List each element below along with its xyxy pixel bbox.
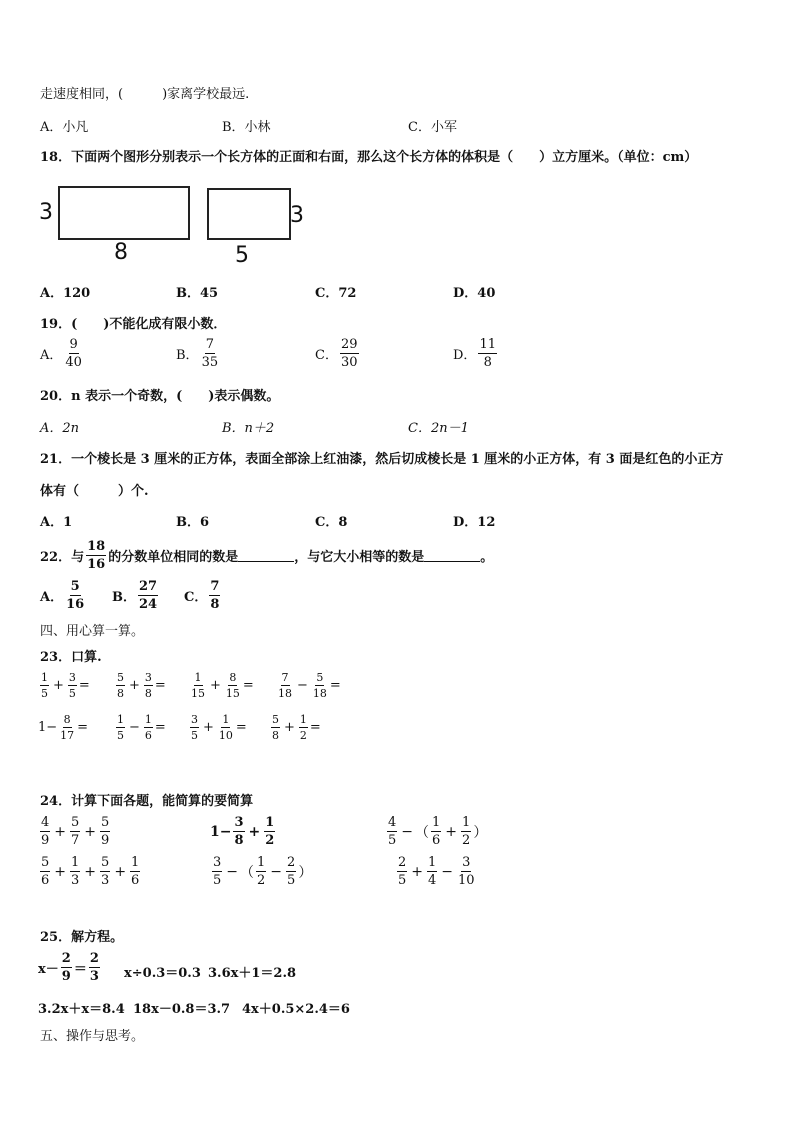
q21-option-c: C．8 [315, 515, 348, 530]
q25-stem: 25．解方程。 [40, 930, 124, 945]
q20-option-c: C．2n－1 [408, 421, 469, 436]
q25-equation-1: x－ $\frac{2}{9}$ ＝ $\frac{2}{3}$ [38, 951, 99, 984]
q25-equation-4: 3.2x＋x＝8.4 [38, 1002, 125, 1017]
fraction: $\frac{18}{16}$ [87, 539, 106, 572]
q17-tail: 走速度相同，( )家离学校最远. [40, 87, 250, 102]
right-width-label: 5 [235, 243, 249, 268]
q24-stem: 24．计算下面各题，能简算的要简算 [40, 794, 254, 809]
answer-blank[interactable] [238, 549, 294, 562]
q23-item: $\frac{5}{8}$ + $\frac{3}{8}$ = [117, 671, 166, 700]
front-height-label: 3 [39, 200, 53, 225]
right-height-label: 3 [290, 203, 304, 228]
q22-option-b: B． $\frac{27}{24}$ [112, 579, 158, 612]
q20-option-b: B．n＋2 [222, 421, 275, 436]
q21-option-b: B．6 [176, 515, 210, 530]
q24-item: $\frac{3}{5}$ − （ $\frac{1}{2}$ − $\frac{2}{5}$ ） [213, 855, 313, 888]
fraction: $\frac{7}{35}$ [201, 337, 219, 370]
q18-option-a: A．120 [40, 286, 91, 301]
q24-item: 1− $\frac{3}{8}$ + $\frac{1}{2}$ [210, 815, 275, 848]
q24-item: $\frac{2}{5}$ + $\frac{1}{4}$ − $\frac{3}{10}$ [398, 855, 475, 888]
q22-option-c: C． $\frac{7}{8}$ [184, 579, 220, 612]
fraction: $\frac{29}{30}$ [340, 337, 358, 370]
q19-option-c: C． $\frac{29}{30}$ [315, 337, 358, 370]
q21-stem-line2: 体有（ ）个. [40, 484, 149, 499]
q21-option-d: D．12 [453, 515, 496, 530]
q19-stem: 19．( )不能化成有限小数． [40, 317, 227, 332]
q18-option-d: D．40 [453, 286, 496, 301]
fraction: $\frac{9}{40}$ [65, 337, 82, 370]
q25-equation-2: x÷0.3＝0.3 [124, 966, 201, 981]
fraction: $\frac{27}{24}$ [139, 579, 158, 612]
q23-item: $\frac{1}{15}$ + $\frac{8}{15}$ = [191, 671, 254, 700]
q19-option-a: A． $\frac{9}{40}$ [40, 337, 82, 370]
q23-item: 1− $\frac{8}{17}$ = [38, 713, 89, 742]
section-5-heading: 五、操作与思考。 [40, 1029, 145, 1044]
q17-option-a: A．小凡 [40, 120, 89, 135]
q19-option-d: D． $\frac{11}{8}$ [453, 337, 496, 370]
right-face-rectangle [207, 188, 291, 240]
q18-stem: 18．下面两个图形分别表示一个长方体的正面和右面，那么这个长方体的体积是（ ）立方厘米。（单位：cm） [40, 150, 698, 165]
section-4-heading: 四、用心算一算。 [40, 624, 145, 639]
q18-option-c: C．72 [315, 286, 357, 301]
q23-item: $\frac{5}{8}$ + $\frac{1}{2}$ = [272, 713, 321, 742]
q20-stem: 20．n 表示一个奇数，( )表示偶数。 [40, 389, 280, 404]
q23-stem: 23．口算. [40, 650, 102, 665]
q21-stem-line1: 21．一个棱长是 3 厘米的正方体，表面全部涂上红油漆，然后切成棱长是 1 厘米的小正方体，有 3 面是红色的小正方 [40, 452, 724, 467]
q25-equation-5: 18x－0.8＝3.7 [133, 1002, 231, 1017]
q22-stem: 22．与 $\frac{18}{16}$ 的分数单位相同的数是 ，与它大小相等的数是 。 [40, 539, 494, 572]
front-length-label: 8 [114, 240, 128, 265]
q17-option-c: C．小军 [408, 120, 457, 135]
q22-option-a: A． $\frac{5}{16}$ [40, 579, 85, 612]
q25-equation-6: 4x＋0.5×2.4＝6 [242, 1002, 350, 1017]
q23-item: $\frac{3}{5}$ + $\frac{1}{10}$ = [191, 713, 247, 742]
q19-option-b: B． $\frac{7}{35}$ [176, 337, 219, 370]
fraction: $\frac{11}{8}$ [479, 337, 496, 370]
q24-item: $\frac{4}{9}$ + $\frac{5}{7}$ + $\frac{5}{9}$ [41, 815, 110, 848]
q18-option-b: B．45 [176, 286, 219, 301]
answer-blank[interactable] [424, 549, 480, 562]
q23-item: $\frac{7}{18}$ − $\frac{5}{18}$ = [278, 671, 341, 700]
fraction: $\frac{5}{16}$ [66, 579, 85, 612]
fraction: $\frac{7}{8}$ [210, 579, 220, 612]
q23-item: $\frac{1}{5}$ + $\frac{3}{5}$ = [41, 671, 90, 700]
q17-option-b: B．小林 [222, 120, 271, 135]
q21-option-a: A．1 [40, 515, 73, 530]
front-face-rectangle [58, 186, 190, 240]
q23-item: $\frac{1}{5}$ − $\frac{1}{6}$ = [117, 713, 166, 742]
q25-equation-3: 3.6x＋1＝2.8 [208, 966, 297, 981]
q24-item: $\frac{5}{6}$ + $\frac{1}{3}$ + $\frac{5}{3}$ + $\frac{1}{6}$ [41, 855, 140, 888]
q24-item: $\frac{4}{5}$ − （ $\frac{1}{6}$ + $\frac{1}{2}$ ） [388, 815, 488, 848]
q20-option-a: A．2n [40, 421, 80, 436]
